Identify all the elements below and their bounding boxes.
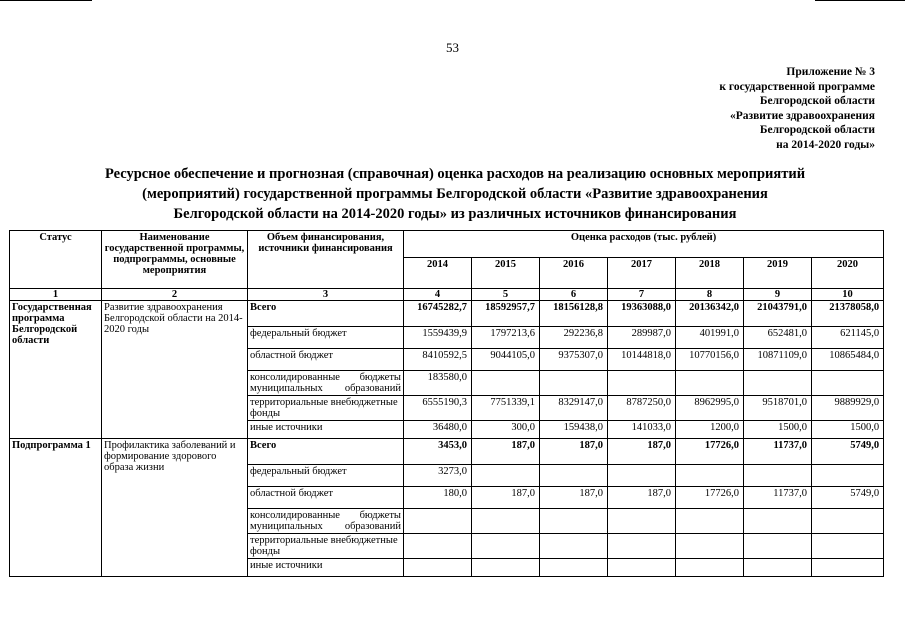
column-number: 8 [676, 289, 744, 301]
value-cell: 1797213,6 [472, 327, 540, 349]
value-cell: 7751339,1 [472, 396, 540, 421]
page-number: 53 [446, 40, 459, 55]
column-number: 10 [812, 289, 884, 301]
value-cell [812, 534, 884, 559]
source-cell: территориальные внебюджетные фонды [248, 534, 404, 559]
top-edge-line-right [815, 0, 905, 1]
header-name: Наименование государственной программы, подпрограммы, основные мероприятия [102, 231, 248, 289]
value-cell: 8329147,0 [540, 396, 608, 421]
value-cell: 16745282,7 [404, 301, 472, 327]
title-line: Белгородской области на 2014-2020 годы» из различных источников финансирования [173, 206, 737, 222]
value-cell [676, 465, 744, 487]
value-cell [608, 559, 676, 577]
table-row [10, 439, 884, 465]
value-cell: 8962995,0 [676, 396, 744, 421]
value-cell [744, 509, 812, 534]
title-line: (мероприятий) государственной программы Белгородской области «Развитие здравоохранения [142, 186, 768, 202]
value-cell [540, 371, 608, 396]
program-name-cell: Профилактика заболеваний и формирование здорового образа жизни [102, 439, 248, 577]
value-cell: 1200,0 [676, 421, 744, 439]
value-cell: 8410592,5 [404, 349, 472, 371]
column-number: 4 [404, 289, 472, 301]
value-cell: 19363088,0 [608, 301, 676, 327]
header-source: Объем финансирования, источники финансирования [248, 231, 404, 289]
value-cell: 5749,0 [812, 487, 884, 509]
appendix-line: на 2014-2020 годы» [776, 138, 875, 151]
value-cell: 292236,8 [540, 327, 608, 349]
value-cell: 21378058,0 [812, 301, 884, 327]
value-cell: 10865484,0 [812, 349, 884, 371]
title-line: Ресурсное обеспечение и прогнозная (справочная) оценка расходов на реализацию основных мероприятий [104, 166, 806, 182]
value-cell [812, 559, 884, 577]
value-cell [472, 509, 540, 534]
column-number: 5 [472, 289, 540, 301]
appendix-note [675, 65, 875, 152]
value-cell: 187,0 [540, 439, 608, 465]
value-cell: 183580,0 [404, 371, 472, 396]
value-cell [744, 465, 812, 487]
value-cell: 3273,0 [404, 465, 472, 487]
value-cell: 187,0 [472, 439, 540, 465]
column-number: 2 [102, 289, 248, 301]
value-cell: 289987,0 [608, 327, 676, 349]
header-year: 2017 [608, 258, 676, 289]
value-cell [404, 509, 472, 534]
value-cell [812, 465, 884, 487]
header-year: 2015 [472, 258, 540, 289]
source-cell: консолидированные бюджеты муниципальных образований [248, 371, 404, 396]
value-cell: 6555190,3 [404, 396, 472, 421]
value-cell: 187,0 [472, 487, 540, 509]
header-year: 2014 [404, 258, 472, 289]
header-year: 2016 [540, 258, 608, 289]
value-cell: 1500,0 [744, 421, 812, 439]
value-cell [472, 465, 540, 487]
value-cell [812, 509, 884, 534]
header-year: 2020 [812, 258, 884, 289]
source-cell: территориальные внебюджетные фонды [248, 396, 404, 421]
value-cell: 36480,0 [404, 421, 472, 439]
top-edge-line-left [0, 0, 92, 1]
value-cell: 18592957,7 [472, 301, 540, 327]
value-cell: 8787250,0 [608, 396, 676, 421]
source-cell: Всего [248, 301, 404, 327]
value-cell: 11737,0 [744, 439, 812, 465]
value-cell: 20136342,0 [676, 301, 744, 327]
value-cell: 17726,0 [676, 439, 744, 465]
value-cell: 3453,0 [404, 439, 472, 465]
value-cell [608, 534, 676, 559]
value-cell [676, 534, 744, 559]
value-cell: 17726,0 [676, 487, 744, 509]
value-cell [676, 559, 744, 577]
value-cell: 141033,0 [608, 421, 676, 439]
value-cell: 187,0 [608, 487, 676, 509]
value-cell [540, 465, 608, 487]
column-number: 1 [10, 289, 102, 301]
column-number: 7 [608, 289, 676, 301]
value-cell: 1559439,9 [404, 327, 472, 349]
column-number: 3 [248, 289, 404, 301]
value-cell: 9889929,0 [812, 396, 884, 421]
value-cell: 11737,0 [744, 487, 812, 509]
source-cell: консолидированные бюджеты муниципальных образований [248, 509, 404, 534]
value-cell: 10871109,0 [744, 349, 812, 371]
column-number-row [10, 289, 884, 301]
value-cell [676, 371, 744, 396]
value-cell: 9518701,0 [744, 396, 812, 421]
value-cell [608, 465, 676, 487]
column-number: 6 [540, 289, 608, 301]
value-cell: 9044105,0 [472, 349, 540, 371]
source-cell: областной бюджет [248, 349, 404, 371]
value-cell [744, 371, 812, 396]
value-cell: 1500,0 [812, 421, 884, 439]
value-cell: 159438,0 [540, 421, 608, 439]
value-cell [676, 509, 744, 534]
column-number: 9 [744, 289, 812, 301]
value-cell [812, 371, 884, 396]
source-cell: Всего [248, 439, 404, 465]
appendix-line: к государственной программе [719, 80, 875, 93]
value-cell: 187,0 [608, 439, 676, 465]
value-cell: 21043791,0 [744, 301, 812, 327]
value-cell [744, 559, 812, 577]
value-cell: 300,0 [472, 421, 540, 439]
header-year: 2019 [744, 258, 812, 289]
value-cell: 187,0 [540, 487, 608, 509]
value-cell: 621145,0 [812, 327, 884, 349]
document-title [40, 164, 870, 224]
value-cell [472, 371, 540, 396]
source-cell: иные источники [248, 421, 404, 439]
value-cell [744, 534, 812, 559]
value-cell [540, 509, 608, 534]
value-cell: 18156128,8 [540, 301, 608, 327]
appendix-line: Белгородской области [759, 95, 875, 107]
value-cell [404, 534, 472, 559]
value-cell: 5749,0 [812, 439, 884, 465]
value-cell [472, 534, 540, 559]
table-row [10, 301, 884, 327]
appendix-line: Приложение № 3 [786, 66, 875, 78]
value-cell: 401991,0 [676, 327, 744, 349]
value-cell [540, 534, 608, 559]
source-cell: иные источники [248, 559, 404, 577]
value-cell [404, 559, 472, 577]
value-cell [608, 509, 676, 534]
financing-table [9, 230, 884, 577]
value-cell: 10770156,0 [676, 349, 744, 371]
value-cell [608, 371, 676, 396]
value-cell: 9375307,0 [540, 349, 608, 371]
value-cell [472, 559, 540, 577]
header-status: Статус [10, 231, 102, 289]
value-cell [540, 559, 608, 577]
appendix-line: «Развитие здравоохранения [729, 109, 875, 122]
value-cell: 180,0 [404, 487, 472, 509]
source-cell: федеральный бюджет [248, 465, 404, 487]
source-cell: федеральный бюджет [248, 327, 404, 349]
header-year: 2018 [676, 258, 744, 289]
header-estimate: Оценка расходов (тыс. рублей) [404, 231, 884, 258]
status-cell: Подпрограмма 1 [10, 439, 102, 577]
table-body [10, 301, 884, 577]
appendix-line: Белгородской области [759, 124, 875, 136]
value-cell: 652481,0 [744, 327, 812, 349]
source-cell: областной бюджет [248, 487, 404, 509]
value-cell: 10144818,0 [608, 349, 676, 371]
program-name-cell: Развитие здравоохранения Белгородской области на 2014-2020 годы [102, 301, 248, 439]
status-cell: Государственная программа Белгородской области [10, 301, 102, 439]
